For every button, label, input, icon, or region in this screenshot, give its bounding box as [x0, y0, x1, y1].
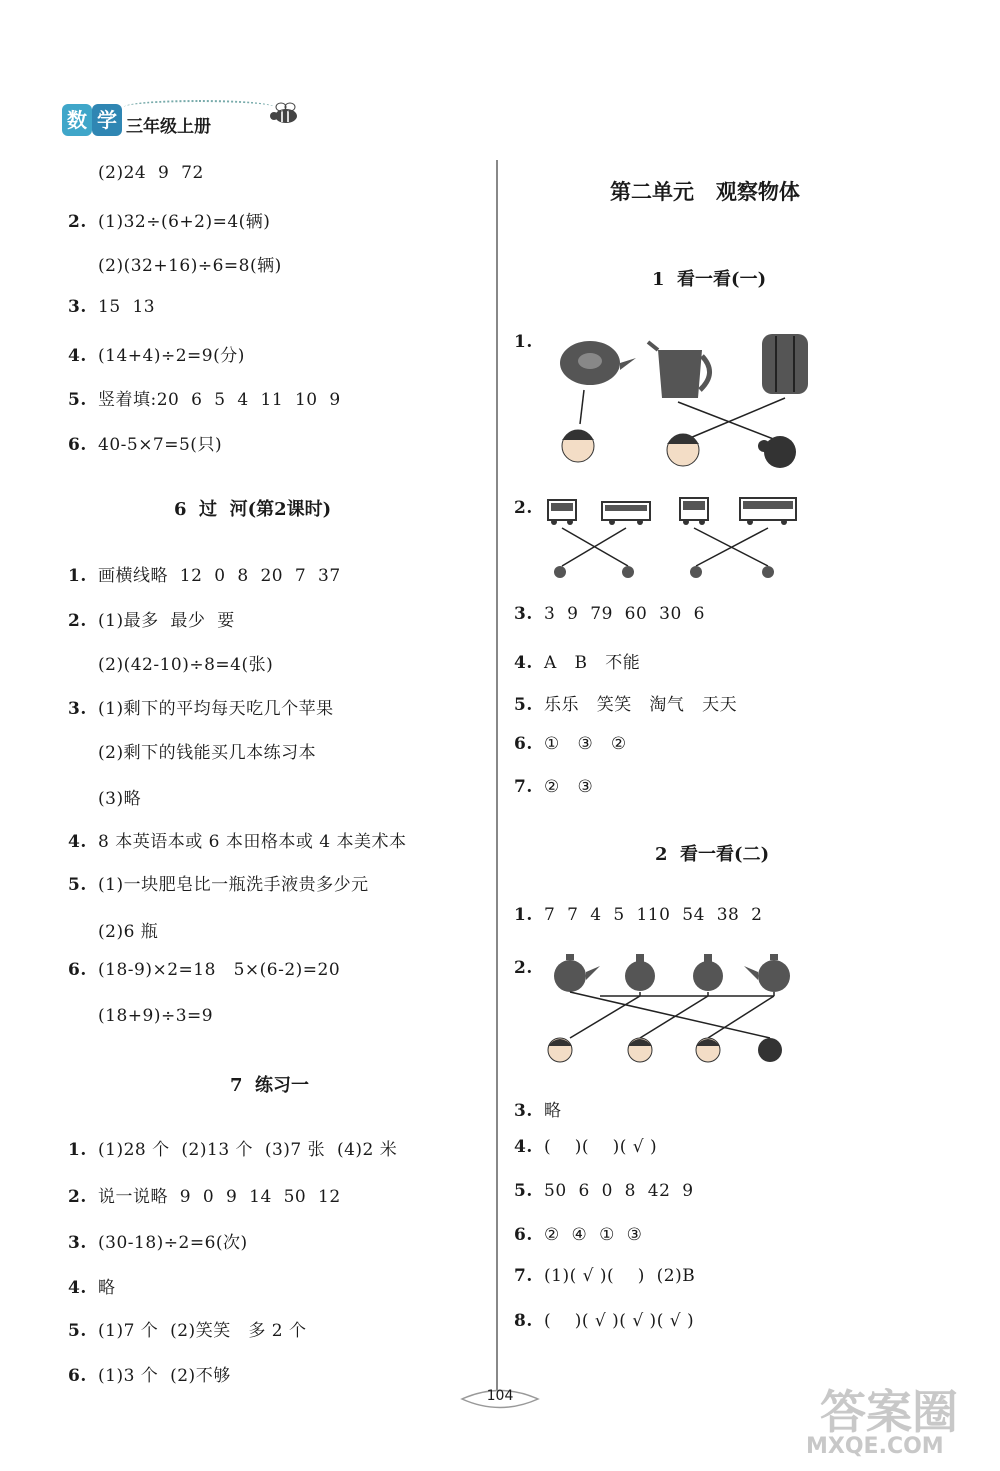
list-item: 7. ② ③ [514, 777, 594, 797]
list-item: 5. (1)一块肥皂比一瓶洗手液贵多少元 [68, 875, 369, 895]
list-item: 5. 乐乐 笑笑 淘气 天天 [514, 695, 738, 715]
list-item: 2. (1)最多 最少 要 [68, 611, 235, 631]
watermark-brand: 答案圈 [820, 1385, 958, 1439]
unit-title: 第二单元 观察物体 [610, 180, 800, 204]
animal-4-icon [762, 566, 774, 578]
bee-icon [268, 102, 302, 126]
list-item: (2)剩下的钱能买几本练习本 [98, 743, 317, 763]
list-item: 2. [514, 498, 533, 518]
kettle-front-view-icon [648, 342, 710, 398]
kettle-matching-figure [540, 328, 820, 473]
bus-front-icon [548, 500, 576, 525]
animal-3-icon [690, 566, 702, 578]
section-title: 1 看一看(一) [652, 269, 767, 290]
list-item: 5. 50 6 0 8 42 9 [514, 1181, 694, 1201]
page-header [60, 98, 320, 148]
list-item: (2)(32+16)÷6=8(辆) [98, 256, 282, 276]
list-item: 5. 竖着填:20 6 5 4 11 10 9 [68, 390, 341, 410]
list-item: (2)24 9 72 [98, 163, 204, 183]
section-title: 6 过 河(第2课时) [174, 499, 332, 520]
teapot-1-icon [554, 954, 600, 992]
list-item: 3. 略 [514, 1101, 562, 1121]
list-item: 6. (18-9)×2=18 5×(6-2)=20 [68, 960, 341, 980]
column-divider [496, 160, 498, 1390]
child-face-1-icon [562, 430, 594, 462]
list-item: 6. (1)3 个 (2)不够 [68, 1366, 231, 1386]
list-item: (3)略 [98, 789, 142, 809]
list-item: 1. 画横线略 12 0 8 20 7 37 [68, 566, 341, 586]
animal-2-icon [622, 566, 634, 578]
bus-matching-figure [540, 490, 810, 585]
subject-badge-2: 学 [92, 104, 122, 136]
child-face-c-icon [696, 1038, 720, 1062]
child-face-b-icon [628, 1038, 652, 1062]
list-item: 4. A B 不能 [514, 653, 641, 673]
subject-badge-1: 数 [62, 104, 92, 136]
list-item: 2. 说一说略 9 0 9 14 50 12 [68, 1187, 341, 1207]
list-item: 4. (14+4)÷2=9(分) [68, 346, 245, 366]
list-item: (18+9)÷3=9 [98, 1006, 214, 1026]
list-item: 6. ② ④ ① ③ [514, 1225, 643, 1245]
list-item: 6. 40-5×7=5(只) [68, 435, 223, 455]
bus-back-icon [680, 498, 708, 525]
list-item: 2. [514, 958, 533, 978]
section-title: 7 练习一 [230, 1075, 310, 1096]
bus-side-icon [602, 502, 650, 525]
section-title: 2 看一看(二) [655, 844, 770, 865]
list-item: 1. (1)28 个 (2)13 个 (3)7 张 (4)2 米 [68, 1140, 398, 1160]
list-item: 3. (1)剩下的平均每天吃几个苹果 [68, 699, 334, 719]
kettle-top-view-icon [560, 341, 636, 385]
list-item: 4. ( )( )( √ ) [514, 1137, 658, 1157]
page-number: 104 [486, 1388, 514, 1404]
list-item: 3. 3 9 79 60 30 6 [514, 604, 705, 624]
bus-long-side-icon [740, 498, 796, 525]
child-face-3-icon [758, 436, 796, 468]
child-face-2-icon [667, 434, 699, 466]
list-item: 8. ( )( √ )( √ )( √ ) [514, 1311, 695, 1331]
list-item: 5. (1)7 个 (2)笑笑 多 2 个 [68, 1321, 307, 1341]
list-item: 1. [514, 332, 533, 352]
teapot-4-icon [744, 954, 790, 992]
page-footer [458, 1386, 542, 1412]
list-item: 2. (1)32÷(6+2)=4(辆) [68, 212, 271, 232]
animal-1-icon [554, 566, 566, 578]
child-face-d-icon [758, 1038, 782, 1062]
watermark-site: MXQE.COM [806, 1434, 944, 1459]
kettle-side-view-icon [762, 334, 808, 394]
list-item: (2)(42-10)÷8=4(张) [98, 655, 274, 675]
list-item: 6. ① ③ ② [514, 734, 627, 754]
child-face-a-icon [548, 1038, 572, 1062]
list-item: 3. 15 13 [68, 297, 156, 317]
list-item: 1. 7 7 4 5 110 54 38 2 [514, 905, 763, 925]
list-item: (2)6 瓶 [98, 922, 159, 942]
grade-label: 三年级上册 [126, 117, 211, 137]
teapot-3-icon [693, 954, 723, 991]
teapot-2-icon [625, 954, 655, 991]
list-item: 3. (30-18)÷2=6(次) [68, 1233, 248, 1253]
list-item: 4. 8 本英语本或 6 本田格本或 4 本美术本 [68, 832, 407, 852]
list-item: 7. (1)( √ )( ) (2)B [514, 1266, 696, 1286]
teapot-matching-figure [540, 950, 800, 1070]
list-item: 4. 略 [68, 1278, 116, 1298]
